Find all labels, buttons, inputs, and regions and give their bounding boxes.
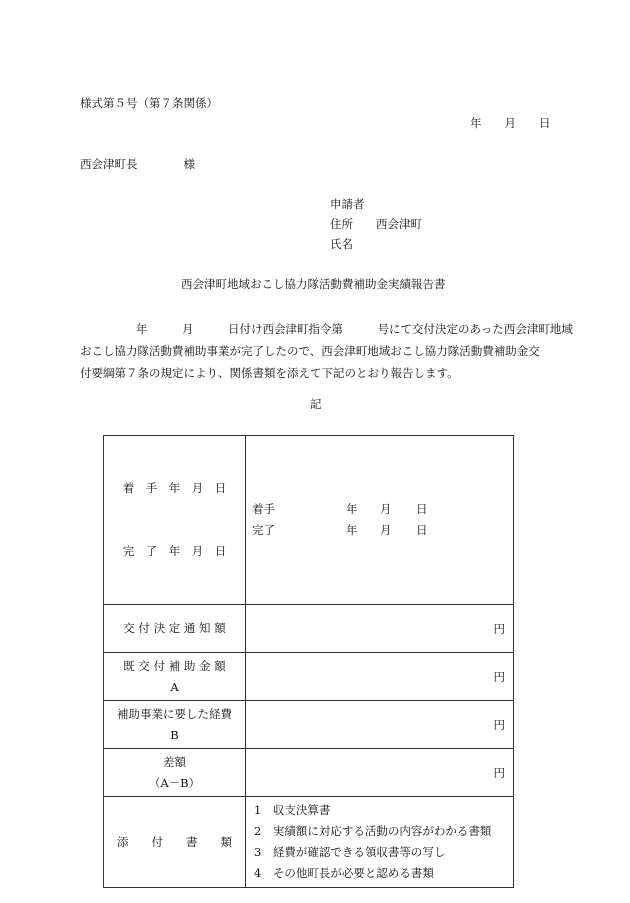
- name-label: 氏名: [330, 237, 353, 251]
- start-date-label: 着 手 年 月 日: [122, 481, 227, 495]
- start-day: 日: [416, 502, 428, 516]
- prior-label: 既 交 付 補 助 金 額: [123, 658, 226, 673]
- body-line-2: おこし協力隊活動費補助事業が完了したので、西会津町地域おこし協力隊活動費補助金交: [80, 344, 540, 358]
- attachment-item: 1 収支決算書: [254, 803, 331, 817]
- period-row: [104, 436, 514, 605]
- notice-row: [104, 605, 514, 653]
- expense-row: [104, 701, 514, 749]
- expense-label: 補助事業に要した経費: [117, 706, 232, 721]
- expense-yen: 円: [246, 701, 514, 749]
- notice-label: 交 付 決 定 通 知 額: [104, 605, 246, 653]
- start-word: 着手: [252, 502, 275, 516]
- form-label: 様式第５号（第７条関係）: [80, 96, 218, 110]
- end-word: 完了: [252, 523, 275, 537]
- body-paragraph: [80, 318, 573, 384]
- prior-yen: 円: [246, 653, 514, 701]
- diff-label: 差額: [163, 754, 186, 769]
- period-values: [246, 436, 514, 605]
- diff-yen: 円: [246, 749, 514, 797]
- expense-sub: B: [170, 727, 179, 742]
- body-line-3: 付要綱第７条の規定により、関係書類を添えて下記のとおり報告します。: [80, 366, 459, 380]
- end-date-label: 完 了 年 月 日: [122, 544, 227, 558]
- date-header: 年 月 日: [470, 116, 551, 130]
- end-day: 日: [416, 523, 428, 537]
- addressee: 西会津町長 様: [80, 157, 195, 171]
- attachment-list: [246, 797, 514, 888]
- attachment-item: 3 経費が確認できる領収書等の写し: [254, 845, 446, 859]
- address-value: 西会津町: [376, 217, 422, 231]
- applicant-heading: 申請者: [330, 197, 365, 211]
- body-line-1: 年 月 日付け西会津町指令第 号にて交付決定のあった西会津町地域: [136, 322, 573, 336]
- attach-row: [104, 797, 514, 888]
- start-month: 月: [380, 502, 392, 516]
- document-title: 西会津町地域おこし協力隊活動費補助金実績報告書: [181, 277, 446, 291]
- attachment-item: 4 その他町長が必要と認める書類: [254, 866, 434, 880]
- attach-label: 添 付 書 類: [104, 797, 246, 888]
- notice-yen: 円: [246, 605, 514, 653]
- prior-sub: A: [170, 679, 179, 694]
- diff-row: [104, 749, 514, 797]
- attachment-item: 2 実績額に対応する活動の内容がわかる書類: [254, 824, 492, 838]
- prior-row: [104, 653, 514, 701]
- ki-heading: 記: [310, 397, 322, 411]
- end-year: 年: [346, 523, 358, 537]
- report-table: [103, 435, 514, 888]
- start-year: 年: [346, 502, 358, 516]
- diff-sub: （A－B）: [148, 775, 201, 790]
- end-month: 月: [380, 523, 392, 537]
- address-label: 住所: [330, 217, 353, 231]
